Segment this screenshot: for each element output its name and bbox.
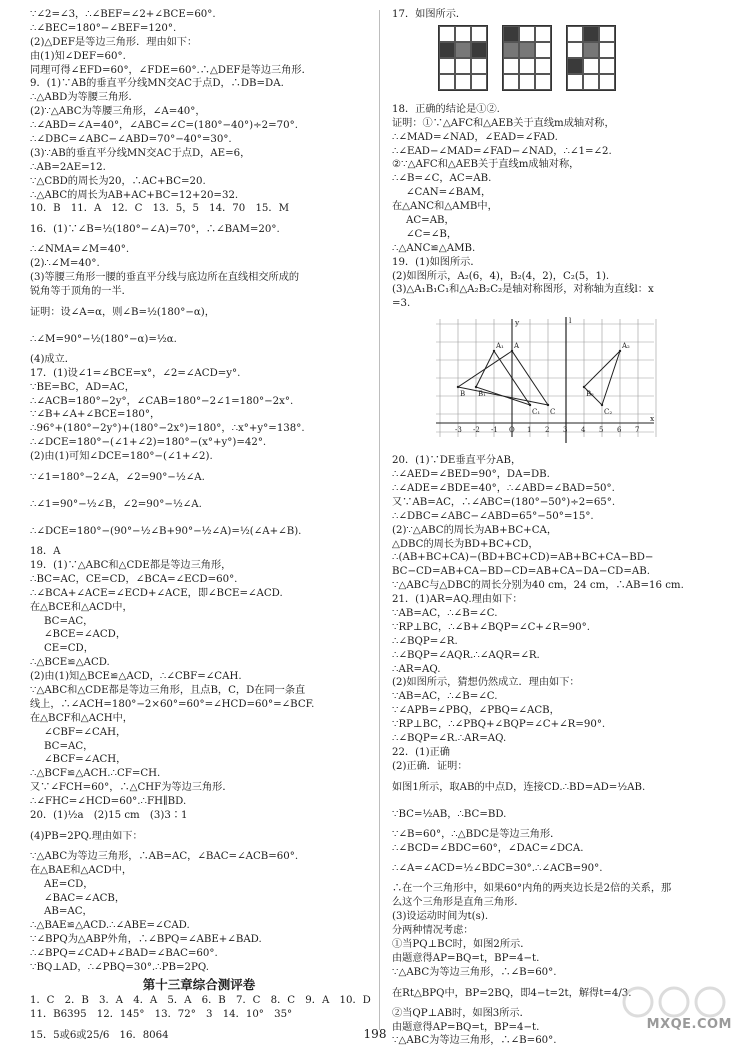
answer-line: ∵∠B+∠A+∠BCE=180°， <box>30 409 161 421</box>
answer-line: ∵∠B=60°，∴△BDC是等边三角形． <box>392 828 561 840</box>
answer-line: ∵△ABC为等边三角形，∴AB=AC，∠BAC=∠ACB=60°. <box>30 850 299 862</box>
grid-cell <box>567 58 583 74</box>
grid-figures <box>438 25 730 99</box>
answer-line: ∴∠DCE=180°−(∠1+∠2)=180°−(x°+y°)=42°. <box>30 437 267 449</box>
answer-line: ∠C=∠B， <box>406 228 458 240</box>
answer-line: 锐角等于顶角的一半． <box>30 286 132 298</box>
answer-line: 16．(1)∵∠B=½(180°−∠A)=70°，∴∠BAM=20°. <box>30 224 280 236</box>
grid-figure-2 <box>502 25 552 91</box>
page-number: 198 <box>363 1027 387 1041</box>
grid-cell <box>503 58 519 74</box>
answer-line: ∠CBF=∠CAH， <box>44 726 127 738</box>
answer-line: 19．(1)∵△ABC和△CDE都是等边三角形， <box>30 559 232 571</box>
answer-line: 17．(1)设∠1=∠BCE=x°，∠2=∠ACD=y°. <box>30 367 241 379</box>
answer-line: =3. <box>392 298 411 310</box>
answer-line: ∴△BCF≌△ACH.∴CF=CH. <box>30 768 161 780</box>
answer-line: ∵BQ⊥AD，∴∠PBQ=30°.∴PB=2PQ. <box>30 961 209 973</box>
answer-line: ∴∠BCA+∠ACE=∠ECD+∠ACE，即∠BCE=∠ACD. <box>30 587 283 599</box>
answer-line: ∴∠DBC=∠ABC−∠ABD=70°−40°=30°. <box>30 134 232 146</box>
answer-line: △DBC的周长为BD+BC+CD， <box>392 538 539 550</box>
grid-cell <box>439 74 455 90</box>
answer-line: ∴AR=AQ. <box>392 663 441 675</box>
answer-line: (2)△DEF是等边三角形．理由如下： <box>30 36 198 48</box>
answer-line: 20．(1)∵DE垂直平分AB， <box>392 455 522 467</box>
point-label: B₁ <box>478 390 486 399</box>
answer-line: AE=CD， <box>44 878 94 890</box>
grid-cell <box>599 26 615 42</box>
point-marker <box>475 386 477 388</box>
point-label: A <box>514 342 520 351</box>
y-axis-label: y <box>515 318 520 328</box>
grid-cell <box>583 26 599 42</box>
grid-cell <box>439 42 455 58</box>
chapter-answer-line: 11．B6395 12．145° 13．72° 3 14．10° 35° <box>30 1008 293 1020</box>
grid-cell <box>535 42 551 58</box>
x-tick-label: 3 <box>563 426 568 435</box>
grid-cell <box>503 74 519 90</box>
point-label: A₂ <box>622 342 630 351</box>
answer-line: 在△BCE和△ACD中， <box>30 601 133 613</box>
answer-line: ∵∠1=180°−2∠A，∠2=90°−½∠A. <box>30 472 205 484</box>
grid-cell <box>583 42 599 58</box>
grid-cell <box>471 74 487 90</box>
answer-line: (2)由(1)可知∠DCE=180°−(∠1+∠2). <box>30 451 213 463</box>
grid-cell <box>519 58 535 74</box>
chapter-answer-line: 15．5或6或25/6 16．8064 <box>30 1029 169 1041</box>
grid-cell <box>519 26 535 42</box>
answer-line: ∵△ABC为等边三角形，∴∠B=60°. <box>392 1035 557 1047</box>
x-tick-label: 2 <box>545 426 550 435</box>
answer-line: ∠BAC=∠ACB， <box>44 892 126 904</box>
answer-line: 由题意得AP=BQ=t，BP=4−t. <box>392 1021 540 1033</box>
answer-line: 19．(1)如图所示． <box>392 256 481 268</box>
answer-line: ②当QP⊥AB时，如图3所示． <box>392 1007 530 1019</box>
grid-cell <box>471 58 487 74</box>
grid-cell <box>439 58 455 74</box>
answer-line: ∴∠ADE=∠BDE=40°，∴∠ABD=∠BAD=50°. <box>392 482 615 494</box>
watermark-text: MXQE.COM <box>646 1017 732 1032</box>
answer-line: ∴∠DCE=180°−(90°−½∠B+90°−½∠A)=½(∠A+∠B). <box>30 526 302 538</box>
answer-line: ∵△ABC为等边三角形，∴∠B=60°. <box>392 966 557 978</box>
answer-line: ∵∠APB=∠PBQ，∠PBQ=∠ACB， <box>392 705 560 717</box>
grid-cell <box>519 42 535 58</box>
answer-line: ②∵△AFC和△AEB关于直线m成轴对称， <box>392 159 580 171</box>
grid-cell <box>455 58 471 74</box>
x-tick-label: -2 <box>473 426 480 435</box>
grid-cell <box>535 26 551 42</box>
point-marker <box>457 386 459 388</box>
answer-line: ∴∠BQP=∠R.∴AR=AQ. <box>392 732 507 744</box>
answer-line: ∴△BAE≌△ACD.∴∠ABE=∠CAD. <box>30 920 190 932</box>
answer-line: ∴∠B=∠C，AC=AB. <box>392 173 492 185</box>
answer-line: ∴∠BPQ=∠CAD+∠BAD=∠BAC=60°. <box>30 948 218 960</box>
x-tick-label: 1 <box>527 426 532 435</box>
grid-cell <box>567 26 583 42</box>
answer-line: ∴96°+(180°−2y°)+(180°−2x°)=180°，∴x°+y°=138°. <box>30 423 305 435</box>
answer-line: 在Rt△BPQ中，BP=2BQ，即4−t=2t，解得t=4/3. <box>392 987 632 999</box>
answer-line: (2)∵△ABC为等腰三角形，∠A=40°， <box>30 106 206 118</box>
answer-line: ∴△ABD为等腰三角形． <box>30 92 139 104</box>
grid-cell <box>471 42 487 58</box>
answer-line: 在△BAE和△ACD中， <box>30 864 133 876</box>
point-marker <box>547 404 549 406</box>
answer-line: 分两种情况考虑： <box>392 925 474 937</box>
grid-figure-3 <box>566 25 616 91</box>
point-label: C₁ <box>532 408 541 417</box>
grid-cell <box>455 26 471 42</box>
answer-line: 18．正确的结论是①②. <box>392 103 500 115</box>
answer-line: (2)如图所示，A₂(6，4)，B₂(4，2)，C₂(5，1). <box>392 270 610 282</box>
right-column <box>392 8 730 1047</box>
answer-line: ∵BC=½AB，∴BC=BD. <box>392 808 507 820</box>
answer-line: 同理可得∠EFD=60°，∠FDE=60°.∴△DEF是等边三角形． <box>30 64 312 76</box>
answer-line: ∴∠ABD=∠A=40°，∠ABC=∠C=(180°−40°)÷2=70°. <box>30 120 298 132</box>
grid-cell <box>519 74 535 90</box>
answer-line: ∴在一个三角形中，如果60°内角的两夹边长是2倍的关系，那 <box>392 883 672 895</box>
answer-line: 17．如图所示． <box>392 9 467 20</box>
answer-line: (3)∵AB的垂直平分线MN交AC于点D，AE=6， <box>30 147 251 159</box>
answer-line: 20．(1)½a (2)15 cm (3)3∶1 <box>30 809 188 821</box>
answer-line: ∵∠2=∠3，∴∠BEF=∠2+∠BCE=60°. <box>30 9 216 20</box>
answer-line: 线上，∴∠ACH=180°−2×60°=60°=∠HCD=60°=∠BCF. <box>30 698 315 710</box>
answer-line: ∴AB=2AE=12. <box>30 161 106 173</box>
answer-line: 由(1)知∠DEF=60°. <box>30 50 126 62</box>
answer-line: 18．A <box>30 546 61 558</box>
answer-line: ∴∠BCD=∠BDC=60°，∠DAC=∠DCA. <box>392 842 584 854</box>
answer-line: 21．(1)AR=AQ.理由如下： <box>392 594 523 606</box>
answer-line: ∵AB=AC，∴∠B=∠C. <box>392 607 498 619</box>
answer-line: (2)如图所示，猜想仍然成立．理由如下： <box>392 677 580 689</box>
answer-line: (4)成立． <box>30 353 75 365</box>
answer-line: ∴∠AED=∠BED=90°，DA=DB. <box>392 469 550 481</box>
answer-line: ∵AB=AC，∴∠B=∠C. <box>392 691 498 703</box>
answer-line: ∠CAN=∠BAM， <box>406 187 492 199</box>
answer-line: BC−CD=AB+CA−BD−CD=AB+CA−DA−CD=AB. <box>392 566 650 578</box>
answer-line: (2)由(1)知△BCE≌△ACD，∴∠CBF=∠CAH. <box>30 671 242 683</box>
answer-line: 10．B 11．A 12．C 13．5，5 14．70 15．M <box>30 203 290 215</box>
answer-line: 在△BCF和△ACH中， <box>30 712 133 724</box>
grid-cell <box>599 58 615 74</box>
answer-line: ∠BCE=∠ACD， <box>44 629 127 641</box>
grid-cell <box>599 42 615 58</box>
grid-cell <box>583 74 599 90</box>
point-label: C <box>550 408 556 417</box>
point-marker <box>493 350 495 352</box>
grid-cell <box>599 74 615 90</box>
answer-line: ∴∠BEC=180°−∠BEF=120°. <box>30 22 177 34</box>
answer-line: ∴∠BQP=∠R. <box>392 635 458 647</box>
answer-line: BC=AC， <box>44 740 94 752</box>
answer-line: ∵∠BPQ为△ABP外角，∴∠BPQ=∠ABE+∠BAD. <box>30 934 262 946</box>
point-marker <box>583 386 585 388</box>
answer-line: ∴∠M=90°−½(180°−α)=½α. <box>30 333 177 345</box>
answer-line: ∵RP⊥BC，∴∠B+∠BQP=∠C+∠R=90°. <box>392 621 590 633</box>
answer-line: ∵△CBD的周长为20，∴AC+BC=20. <box>30 175 206 187</box>
answer-line: ∴∠ACB=180°−2y°，∠CAB=180°−2∠1=180°−2x°. <box>30 395 294 407</box>
x-tick-label: O <box>509 426 515 435</box>
grid-cell <box>567 42 583 58</box>
x-tick-label: -3 <box>455 426 462 435</box>
answer-line: ∴∠EAD−∠MAD=∠FAD−∠NAD，∴∠1=∠2. <box>392 145 612 157</box>
coordinate-plot <box>432 315 658 445</box>
point-label: C₂ <box>604 408 613 417</box>
chapter-answer-line: 1．C 2．B 3．A 4．A 5．A 6．B 7．C 8．C 9．A 10．D <box>30 994 371 1006</box>
answer-line: 在△ANC和△AMB中， <box>392 201 498 213</box>
grid-cell <box>503 42 519 58</box>
grid-cell <box>535 58 551 74</box>
grid-cell <box>583 58 599 74</box>
answer-line: (2)正确．证明： <box>392 760 468 772</box>
answer-line: 如图1所示，取AB的中点D，连接CD.∴BD=AD=½AB. <box>392 781 646 793</box>
answer-line: ∴∠FHC=∠HCD=60°.∴FH∥BD. <box>30 796 187 808</box>
x-tick-label: 6 <box>617 426 622 435</box>
answer-line: ∵BE=BC，AD=AC， <box>30 381 135 393</box>
answer-line: 9．(1)∵AB的垂直平分线MN交AC于点D，∴DB=DA. <box>30 78 284 90</box>
grid-figure-1 <box>438 25 488 91</box>
point-label: A₁ <box>496 342 504 351</box>
left-column <box>30 8 371 1041</box>
answer-line: 么这个三角形是直角三角形． <box>392 897 525 909</box>
answer-line: ∴BC=AC，CE=CD，∠BCA=∠ECD=60°. <box>30 573 238 585</box>
point-label: B <box>460 390 466 399</box>
answer-line: (4)PB=2PQ.理由如下： <box>30 830 143 842</box>
answer-line: ∴∠1=90°−½∠B，∠2=90°−½∠A. <box>30 499 202 511</box>
x-tick-label: 7 <box>635 426 640 435</box>
answer-line: CE=CD， <box>44 643 94 655</box>
answer-line: 22．(1)正确 <box>392 746 450 758</box>
answer-line: 由题意得AP=BQ=t，BP=4−t. <box>392 952 540 964</box>
answer-line: 证明：设∠A=α，则∠B=½(180°−α)， <box>30 306 215 318</box>
grid-cell <box>503 26 519 42</box>
answer-line: 证明：①∵△AFC和△AEB关于直线m成轴对称， <box>392 117 615 129</box>
answer-line: ∴(AB+BC+CA)−(BD+BC+CD)=AB+BC+CA−BD− <box>392 552 654 564</box>
answer-line: ∴∠A=∠ACD=½∠BDC=30°.∴∠ACB=90°. <box>392 863 603 875</box>
point-marker <box>601 404 603 406</box>
answer-line: ∴∠DBC=∠ABC−∠ABD=65°−50°=15°. <box>392 510 594 522</box>
answer-line: AB=AC， <box>44 906 93 918</box>
answer-line: 又∵AB=AC，∴∠ABC=(180°−50°)÷2=65°. <box>392 496 616 508</box>
answer-line: BC=AC， <box>44 615 94 627</box>
line-label: l <box>569 316 572 326</box>
x-tick-label: 4 <box>581 426 586 435</box>
grid-cell <box>535 74 551 90</box>
point-label: B₂ <box>586 390 594 399</box>
point-marker <box>619 350 621 352</box>
grid-cell <box>471 26 487 42</box>
answer-line: ∴∠NMA=∠M=40°. <box>30 244 130 256</box>
column-divider <box>379 10 380 1030</box>
x-tick-label: 5 <box>599 426 604 435</box>
answer-line: ∵△ABC与△DBC的周长分别为40 cm，24 cm，∴AB=16 cm. <box>392 580 684 592</box>
x-axis-label: x <box>650 414 655 424</box>
chapter-title: 第十三章综合测评卷 <box>142 976 256 992</box>
x-tick-label: -1 <box>491 426 498 435</box>
answer-line: (3)设运动时间为t(s). <box>392 911 489 923</box>
answer-line: ∴△BCE≌△ACD. <box>30 657 110 669</box>
answer-line: ①当PQ⊥BC时，如图2所示． <box>392 938 531 950</box>
answer-line: ∴∠MAD=∠NAD，∠EAD=∠FAD. <box>392 131 558 143</box>
answer-line: ∠BCF=∠ACH， <box>44 754 127 766</box>
answer-line: (3)等腰三角形一腰的垂直平分线与底边所在直线相交所成的 <box>30 272 300 284</box>
grid-cell <box>567 74 583 90</box>
answer-line: (2)∵△ABC的周长为AB+BC+CA， <box>392 524 558 536</box>
answer-line: (2)∴∠M=40°. <box>30 258 100 270</box>
answer-line: ∴△ABC的周长为AB+AC+BC=12+20=32. <box>30 189 239 201</box>
answer-line: 又∵∠FCH=60°，∴△CHF为等边三角形． <box>30 782 233 794</box>
answer-line: ∴∠BQP=∠AQR.∴∠AQR=∠R. <box>392 649 540 661</box>
point-marker <box>511 350 513 352</box>
grid-cell <box>455 74 471 90</box>
answer-line: ∵△ABC和△CDE都是等边三角形，且点B，C，D在同一条直 <box>30 684 306 696</box>
answer-line: (3)△A₁B₁C₁和△A₂B₂C₂是轴对称图形，对称轴为直线l：x <box>392 284 654 296</box>
grid-cell <box>439 26 455 42</box>
answer-line: ∵RP⊥BC，∴∠PBQ+∠BQP=∠C+∠R=90°. <box>392 719 606 731</box>
point-marker <box>529 404 531 406</box>
grid-cell <box>455 42 471 58</box>
answer-line: AC=AB， <box>406 215 455 227</box>
answer-line: ∴△ANC≌△AMB. <box>392 242 476 254</box>
